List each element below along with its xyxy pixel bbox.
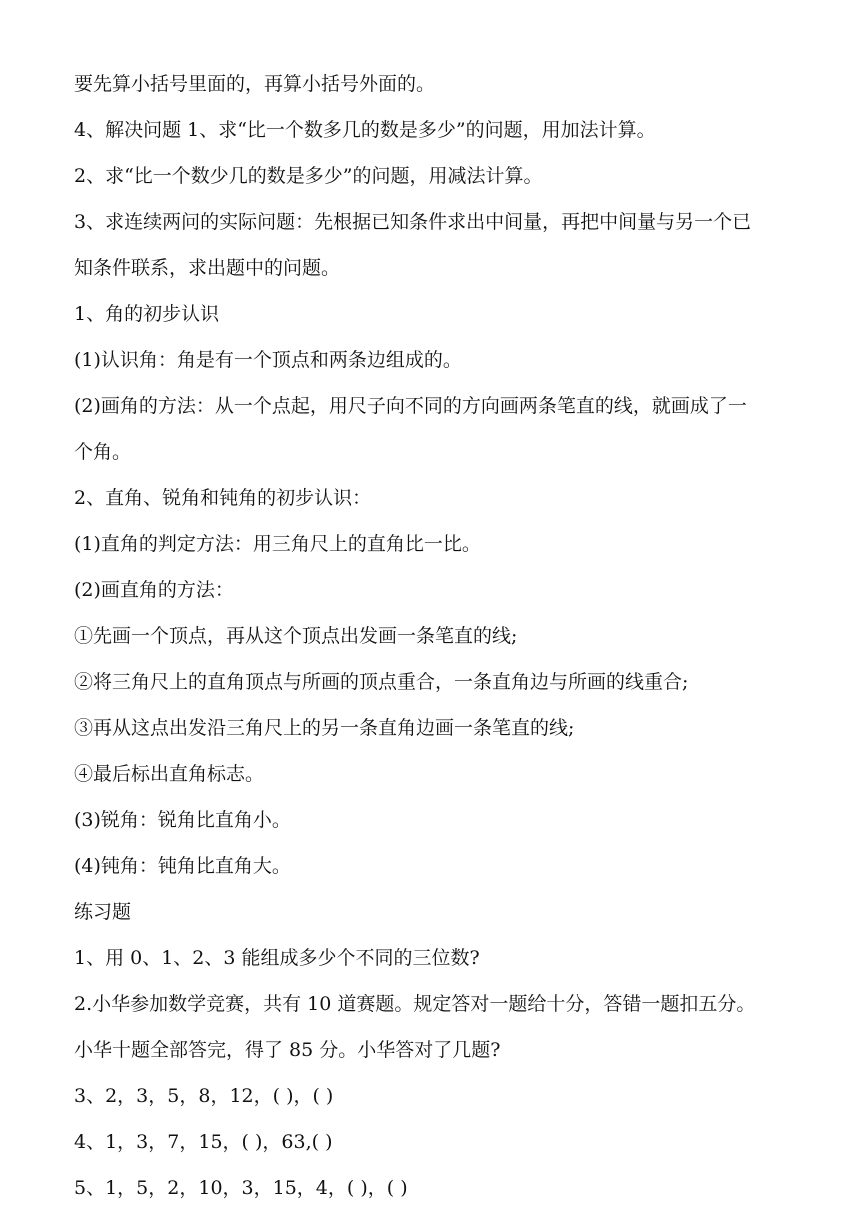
text-line: (1)直角的判定方法：用三角尺上的直角比一比。 [74,533,481,555]
exercise-item: 3、2，3，5，8，12，( )，( ) [74,1085,334,1107]
exercise-heading: 练习题 [74,901,132,923]
text-line: 3、求连续两问的实际问题：先根据已知条件求出中间量，再把中间量与另一个已 [74,211,752,233]
text-line: (4)钝角：钝角比直角大。 [74,855,291,877]
step-item: ①先画一个顶点，再从这个顶点出发画一条笔直的线; [74,625,518,647]
text-line: 知条件联系，求出题中的问题。 [74,257,341,279]
section-heading: 1、角的初步认识 [74,303,220,325]
exercise-item: 1、用 0、1、2、3 能组成多少个不同的三位数? [74,947,480,969]
text-line: (2)画角的方法：从一个点起，用尺子向不同的方向画两条笔直的线，就画成了一 [74,395,747,417]
text-line: (2)画直角的方法： [74,579,234,601]
text-line: 4、解决问题 1、求“比一个数多几的数是多少”的问题，用加法计算。 [74,119,656,141]
exercise-item: 小华十题全部答完，得了 85 分。小华答对了几题? [74,1039,501,1061]
exercise-item: 5、1，5，2，10，3，15，4，( )，( ) [74,1177,408,1199]
section-heading: 2、直角、锐角和钝角的初步认识： [74,487,372,509]
document-page [74,64,804,1214]
text-line: (3)锐角：锐角比直角小。 [74,809,291,831]
exercise-item: 2.小华参加数学竞赛，共有 10 道赛题。规定答对一题给十分，答错一题扣五分。 [74,993,756,1015]
text-line: (1)认识角：角是有一个顶点和两条边组成的。 [74,349,462,371]
exercise-item: 4、1，3，7，15，( )，63,( ) [74,1131,333,1153]
text-line: 个角。 [74,441,132,463]
text-line: 2、求“比一个数少几的数是多少”的问题，用减法计算。 [74,165,543,187]
step-item: ③再从这点出发沿三角尺上的另一条直角边画一条笔直的线; [74,717,575,739]
step-item: ②将三角尺上的直角顶点与所画的顶点重合，一条直角边与所画的线重合; [74,671,689,693]
text-line: 要先算小括号里面的，再算小括号外面的。 [74,73,436,95]
step-item: ④最后标出直角标志。 [74,763,265,785]
